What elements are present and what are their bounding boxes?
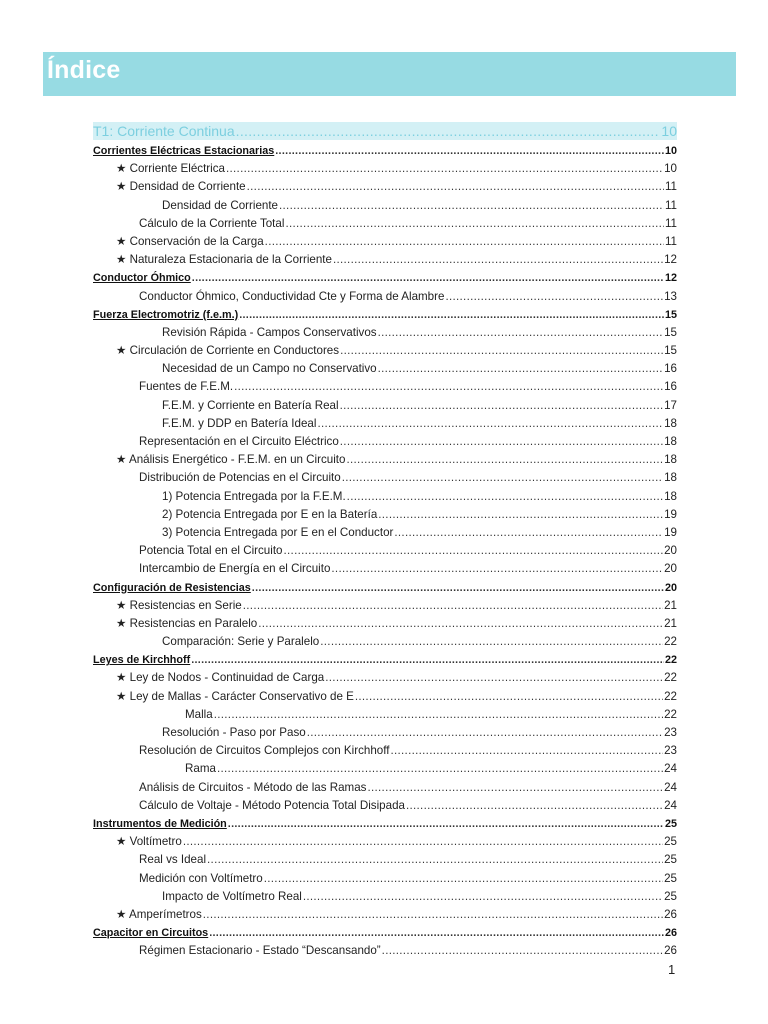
toc-entry[interactable] xyxy=(93,688,677,706)
dot-leader xyxy=(340,397,664,415)
dot-leader xyxy=(217,760,663,778)
toc-entry-page: 11 xyxy=(664,180,677,194)
toc-entry-label: Instrumentos de Medición xyxy=(93,817,227,830)
toc-entry-label: ★ Amperímetros xyxy=(116,907,202,921)
dot-leader xyxy=(234,378,663,396)
toc-entry[interactable] xyxy=(93,633,677,651)
toc-entry-page: 11 xyxy=(664,216,677,230)
dot-leader xyxy=(342,469,663,487)
toc-entry-page: 11 xyxy=(664,198,677,212)
toc-entry-label: Cálculo de Voltaje - Método Potencia Total Disipada xyxy=(139,798,405,812)
toc-entry-page: 25 xyxy=(664,817,677,830)
dot-leader xyxy=(226,160,663,178)
dot-leader xyxy=(406,797,663,815)
toc-entry-page: 15 xyxy=(664,308,677,321)
toc-entry[interactable] xyxy=(93,397,677,415)
toc-entry-page: 25 xyxy=(664,889,677,903)
toc-entry-label: Comparación: Serie y Paralelo xyxy=(162,635,320,649)
toc-entry[interactable] xyxy=(93,669,677,687)
toc-entry[interactable] xyxy=(93,342,677,360)
toc-entry-page: 22 xyxy=(664,635,677,649)
toc-entry[interactable] xyxy=(93,888,677,906)
toc-entry[interactable] xyxy=(93,760,677,778)
dot-leader xyxy=(275,142,664,160)
dot-leader xyxy=(346,451,663,469)
dot-leader xyxy=(239,306,664,324)
toc-entry[interactable] xyxy=(93,142,677,160)
toc-entry-label: Cálculo de la Corriente Total xyxy=(139,216,285,230)
index-banner xyxy=(43,52,736,96)
toc-entry-label: Resolución de Circuitos Complejos con Kirchhoff xyxy=(139,744,390,758)
toc-entry-label: Representación en el Circuito Eléctrico xyxy=(139,435,339,448)
toc-entry-page: 12 xyxy=(664,253,677,267)
toc-entry[interactable] xyxy=(93,324,677,342)
toc-entry[interactable] xyxy=(93,651,677,669)
toc-entry[interactable] xyxy=(93,870,677,888)
toc-entry-page: 25 xyxy=(664,835,677,849)
toc-entry-page: 19 xyxy=(664,525,677,539)
toc-entry[interactable] xyxy=(93,233,677,251)
toc-entry[interactable] xyxy=(93,797,677,815)
toc-entry-page: 15 xyxy=(664,325,677,339)
toc-entry-page: 22 xyxy=(664,689,677,703)
toc-entry-label: ★ Densidad de Corriente xyxy=(116,180,246,194)
toc-entry-label: Resolución - Paso por Paso xyxy=(162,726,306,739)
toc-entry-page: 26 xyxy=(664,907,677,921)
dot-leader xyxy=(243,597,663,615)
toc-entry[interactable] xyxy=(93,742,677,760)
toc-entry-label: ★ Análisis Energético - F.E.M. en un Circuito xyxy=(116,453,346,467)
toc-entry-label: F.E.M. y Corriente en Batería Real xyxy=(162,398,339,412)
toc-entry[interactable] xyxy=(93,524,677,542)
dot-leader xyxy=(340,342,663,360)
toc-entry[interactable] xyxy=(93,724,677,742)
toc-entry[interactable] xyxy=(93,906,677,924)
toc-entry-label: ★ Ley de Mallas - Carácter Conservativo de E xyxy=(116,689,354,703)
toc-entry-page: 16 xyxy=(664,362,677,376)
toc-entry-label: 3) Potencia Entregada por E en el Conductor xyxy=(162,525,394,539)
toc-entry-page: 18 xyxy=(664,453,677,467)
dot-leader xyxy=(320,633,663,651)
dot-leader xyxy=(192,269,664,287)
dot-leader xyxy=(307,724,663,742)
toc-entry-page: 21 xyxy=(664,616,677,630)
toc-entry[interactable] xyxy=(93,542,677,560)
toc-entry[interactable] xyxy=(93,178,677,196)
dot-leader xyxy=(191,651,664,669)
toc-entry-label: Fuentes de F.E.M. xyxy=(139,380,234,394)
toc-entry-page: 25 xyxy=(664,853,677,867)
toc-entry[interactable] xyxy=(93,269,677,287)
toc-entry-page: 10 xyxy=(664,145,677,157)
dot-leader xyxy=(236,122,661,140)
dot-leader xyxy=(228,815,664,833)
toc-entry-label: 1) Potencia Entregada por la F.E.M. xyxy=(162,489,346,503)
toc-entry-page: 12 xyxy=(664,272,677,285)
dot-leader xyxy=(317,415,663,433)
toc-entry[interactable] xyxy=(93,779,677,797)
table-of-contents xyxy=(93,122,677,960)
toc-entry-page: 18 xyxy=(664,471,677,485)
toc-entry-page: 24 xyxy=(664,780,677,794)
toc-chapter-entry[interactable] xyxy=(93,122,677,140)
page-title: Índice xyxy=(47,56,121,84)
toc-entry-label: Medición con Voltímetro xyxy=(139,871,263,885)
toc-entry-label: Configuración de Resistencias xyxy=(93,581,251,594)
dot-leader xyxy=(183,833,663,851)
toc-entry[interactable] xyxy=(93,197,677,215)
dot-leader xyxy=(279,197,664,215)
toc-entry-label: ★ Ley de Nodos - Continuidad de Carga xyxy=(116,671,325,685)
toc-entry-page: 20 xyxy=(664,562,677,576)
dot-leader xyxy=(203,906,663,924)
toc-entry-label: ★ Resistencias en Paralelo xyxy=(116,616,258,630)
toc-entry-label: Real vs Ideal xyxy=(139,853,207,867)
toc-entry-label: T1: Corriente Continua xyxy=(93,123,235,139)
toc-entry-label: Análisis de Circuitos - Método de las Ramas xyxy=(139,780,367,794)
toc-entry-label: Revisión Rápida - Campos Conservativos xyxy=(162,325,377,339)
toc-entry-page: 24 xyxy=(664,798,677,812)
dot-leader xyxy=(355,688,663,706)
toc-entry-page: 25 xyxy=(664,871,677,885)
toc-entry-page: 13 xyxy=(664,289,677,303)
toc-entry[interactable] xyxy=(93,360,677,378)
toc-entry-page: 10 xyxy=(664,162,677,176)
toc-entry-page: 22 xyxy=(664,671,677,685)
toc-entry-page: 17 xyxy=(664,398,677,412)
dot-leader xyxy=(285,215,664,233)
toc-entry[interactable] xyxy=(93,451,677,469)
toc-entry[interactable] xyxy=(93,215,677,233)
toc-entry-page: 22 xyxy=(664,707,677,721)
toc-entry-label: Necesidad de un Campo no Conservativo xyxy=(162,362,377,376)
toc-entry-label: Intercambio de Energía en el Circuito xyxy=(139,562,331,576)
toc-entry-label: ★ Voltímetro xyxy=(116,835,182,849)
toc-entry[interactable] xyxy=(93,942,677,960)
toc-entry[interactable] xyxy=(93,579,677,597)
toc-entry-label: ★ Circulación de Corriente en Conductores xyxy=(116,344,340,358)
dot-leader xyxy=(347,488,663,506)
toc-entry-page: 20 xyxy=(664,544,677,558)
page-number: 1 xyxy=(668,962,676,977)
dot-leader xyxy=(252,579,664,597)
toc-entry-label: ★ Resistencias en Serie xyxy=(116,598,242,612)
toc-entry[interactable] xyxy=(93,833,677,851)
toc-entry-label: Conductor Óhmico, Conductividad Cte y Forma de Alambre xyxy=(139,289,445,303)
toc-entry-label: Impacto de Voltímetro Real xyxy=(162,889,302,903)
dot-leader xyxy=(214,706,663,724)
toc-entry-page: 10 xyxy=(661,123,677,139)
dot-leader xyxy=(445,288,663,306)
toc-entry-page: 22 xyxy=(664,654,677,667)
toc-entry[interactable] xyxy=(93,160,677,178)
toc-entry[interactable] xyxy=(93,706,677,724)
toc-entry[interactable] xyxy=(93,851,677,869)
toc-entry-label: ★ Conservación de la Carga xyxy=(116,234,264,248)
dot-leader xyxy=(390,742,663,760)
toc-entry[interactable] xyxy=(93,560,677,578)
toc-entry-page: 26 xyxy=(664,944,677,958)
toc-entry[interactable] xyxy=(93,815,677,833)
dot-leader xyxy=(207,851,663,869)
toc-entry[interactable] xyxy=(93,924,677,942)
toc-entry-page: 18 xyxy=(664,435,677,448)
dot-leader xyxy=(264,870,663,888)
toc-entry-page: 20 xyxy=(664,581,677,594)
dot-leader xyxy=(382,942,663,960)
toc-entry[interactable] xyxy=(93,597,677,615)
toc-entry-label: ★ Corriente Eléctrica xyxy=(116,162,225,176)
toc-entry[interactable] xyxy=(93,415,677,433)
toc-entry[interactable] xyxy=(93,488,677,506)
dot-leader xyxy=(333,251,663,269)
toc-entry[interactable] xyxy=(93,433,677,451)
toc-entry[interactable] xyxy=(93,469,677,487)
toc-entry-page: 18 xyxy=(664,489,677,503)
toc-entry-page: 26 xyxy=(664,927,677,940)
toc-entry-page: 23 xyxy=(664,744,677,758)
toc-entry-page: 19 xyxy=(664,507,677,521)
dot-leader xyxy=(284,542,664,560)
toc-entry-label: Leyes de Kirchhoff xyxy=(93,654,191,667)
toc-entry-label: ★ Naturaleza Estacionaria de la Corriente xyxy=(116,253,332,267)
toc-entry-page: 24 xyxy=(664,762,677,776)
dot-leader xyxy=(378,324,664,342)
toc-entry-page: 21 xyxy=(664,598,677,612)
toc-entry-page: 23 xyxy=(664,726,677,739)
toc-entry[interactable] xyxy=(93,251,677,269)
dot-leader xyxy=(209,924,664,942)
dot-leader xyxy=(265,233,664,251)
toc-entry-label: Capacitor en Circuitos xyxy=(93,927,209,940)
toc-entry-page: 18 xyxy=(664,416,677,430)
toc-entry[interactable] xyxy=(93,306,677,324)
toc-entry[interactable] xyxy=(93,378,677,396)
dot-leader xyxy=(258,615,663,633)
toc-entry-label: Corrientes Eléctricas Estacionarias xyxy=(93,145,275,157)
toc-entry-page: 11 xyxy=(664,234,677,248)
dot-leader xyxy=(340,433,663,451)
toc-entry-label: Conductor Óhmico xyxy=(93,272,191,285)
toc-entry-label: Potencia Total en el Circuito xyxy=(139,544,283,558)
toc-entry-label: 2) Potencia Entregada por E en la Batería xyxy=(162,507,378,521)
toc-entry-label: Malla xyxy=(185,707,213,721)
toc-entry-label: Densidad de Corriente xyxy=(162,198,279,212)
toc-entry-label: Fuerza Electromotriz (f.e.m.) xyxy=(93,308,239,321)
toc-entry-page: 16 xyxy=(664,380,677,394)
toc-entry-label: F.E.M. y DDP en Batería Ideal xyxy=(162,416,317,430)
dot-leader xyxy=(367,779,663,797)
toc-entry-label: Distribución de Potencias en el Circuito xyxy=(139,471,341,485)
dot-leader xyxy=(303,888,663,906)
toc-entry-page: 15 xyxy=(664,344,677,358)
dot-leader xyxy=(325,669,663,687)
toc-entry-label: Régimen Estacionario - Estado “Descansando” xyxy=(139,944,381,958)
toc-entry-label: Rama xyxy=(185,762,216,776)
toc-entry[interactable] xyxy=(93,288,677,306)
dot-leader xyxy=(378,506,663,524)
dot-leader xyxy=(394,524,663,542)
dot-leader xyxy=(331,560,663,578)
dot-leader xyxy=(378,360,663,378)
dot-leader xyxy=(247,178,664,196)
toc-entry[interactable] xyxy=(93,506,677,524)
toc-entry[interactable] xyxy=(93,615,677,633)
